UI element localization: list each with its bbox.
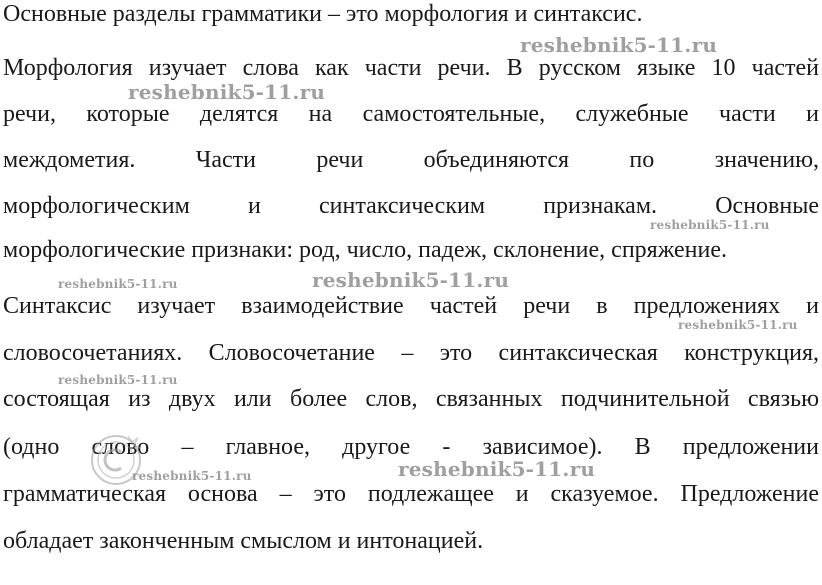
text-line-4: междометия. Части речи объединяются по значению, [3,147,819,173]
text-line-2: Морфология изучает слова как части речи. В русском языке 10 частей [3,55,819,81]
watermark-2: reshebnik5-11.ru [128,80,326,104]
watermark-9: reshebnik5-11.ru [398,457,596,481]
text-line-7: Синтаксис изучает взаимодействие частей речи в предложениях и [3,293,819,319]
watermark-8: reshebnik5-11.ru [132,469,252,483]
watermark-7: reshebnik5-11.ru [58,373,178,387]
text-line-12: обладает законченным смыслом и интонацией. [3,528,484,554]
text-line-5: морфологическим и синтаксическим признакам. Основные [3,193,819,219]
text-line-9: состоящая из двух или более слов, связанных подчинительной связью [3,386,819,412]
watermark-6: reshebnik5-11.ru [678,318,798,332]
watermark-1: reshebnik5-11.ru [520,33,718,57]
text-line-3: речи, которые делятся на самостоятельные, служебные части и [3,101,819,127]
text-line-6: морфологические признаки: род, число, падеж, склонение, спряжение. [3,237,727,263]
text-line-8: словосочетаниях. Словосочетание – это синтаксическая конструкция, [3,340,819,366]
watermark-5: reshebnik5-11.ru [312,268,510,292]
watermark-3: reshebnik5-11.ru [650,218,770,232]
text-line-10: (одно слово – главное, другое - зависимое). В предложении [3,434,819,460]
watermark-4: reshebnik5-11.ru [58,277,178,291]
text-line-11: грамматическая основа – это подлежащее и сказуемое. Предложение [3,481,819,507]
text-line-1: Основные разделы грамматики – это морфология и синтаксис. [3,1,643,27]
